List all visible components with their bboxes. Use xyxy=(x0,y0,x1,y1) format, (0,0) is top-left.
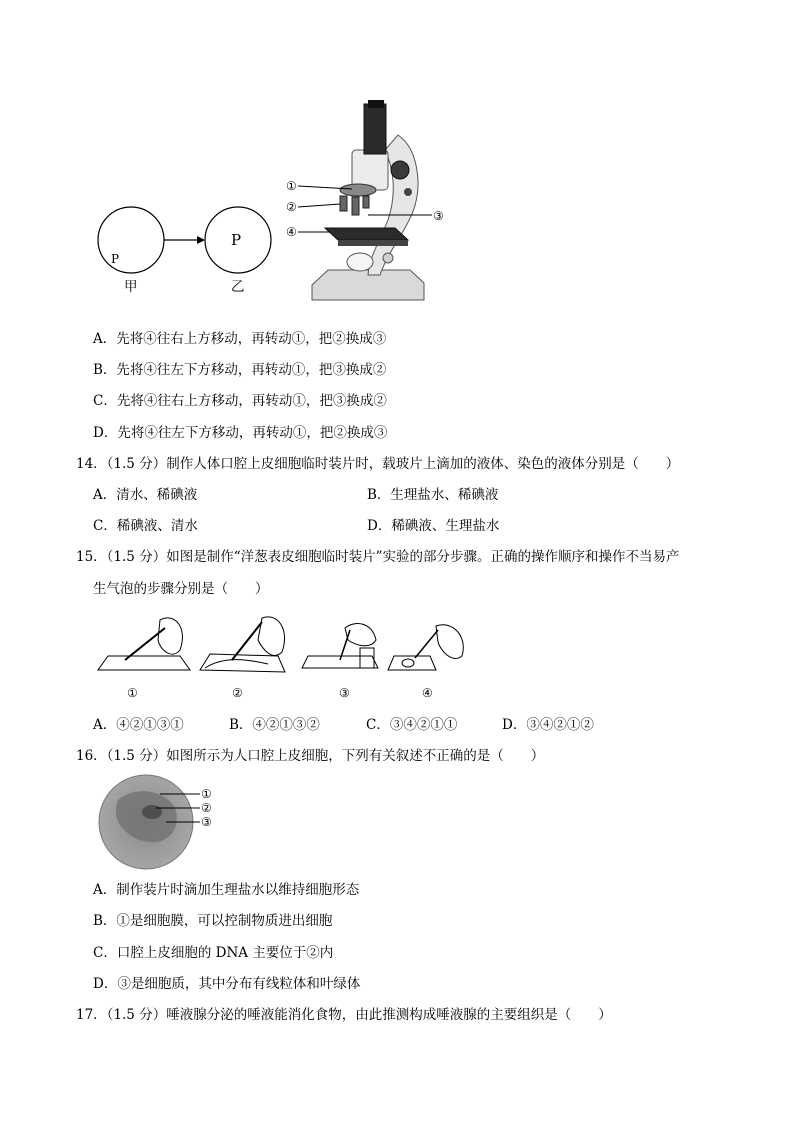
q15-stem-line1: 15．（1.5 分）如图是制作“洋葱表皮细胞临时装片”实验的部分步骤。正确的操作顺序和操作不当易产 xyxy=(76,549,680,565)
microscope-label-3: ③ xyxy=(433,209,444,223)
q13-option-b: B．先将④往左下方移动，再转动①，把③换成② xyxy=(93,362,387,378)
q16-option-a: A．制作装片时滴加生理盐水以维持细胞形态 xyxy=(93,882,360,898)
cell-label-2: ② xyxy=(201,801,212,815)
q16-option-c: C．口腔上皮细胞的 DNA 主要位于②内 xyxy=(93,945,334,961)
q13-option-c: C．先将④往右上方移动，再转动①，把③换成② xyxy=(93,393,387,409)
microscope-label-4: ④ xyxy=(286,225,297,239)
microscope-label-1: ① xyxy=(286,179,297,193)
q15-step-label-4: ④ xyxy=(422,686,433,700)
q15-option-c: C．③④②①① xyxy=(366,717,458,733)
q16-option-d: D．③是细胞质，其中分布有线粒体和叶绿体 xyxy=(93,976,361,992)
q15-option-d: D．③④②①② xyxy=(502,717,594,733)
circle-left-letter: P xyxy=(111,252,120,266)
q15-option-a: A．④②①③① xyxy=(93,717,184,733)
caption-right: 乙 xyxy=(231,279,245,295)
q14-option-c: C．稀碘液、清水 xyxy=(93,518,198,534)
q14-option-d: D．稀碘液、生理盐水 xyxy=(367,518,500,534)
q14-option-a: A．清水、稀碘液 xyxy=(93,487,198,503)
q15-option-b: B．④②①③② xyxy=(229,717,320,733)
caption-left: 甲 xyxy=(124,279,138,295)
microscope-label-2: ② xyxy=(286,200,297,214)
q15-stem-line2: 生气泡的步骤分别是（ ） xyxy=(93,581,269,597)
q17-stem: 17．（1.5 分）唾液腺分泌的唾液能消化食物，由此推测构成唾液腺的主要组织是（ ） xyxy=(76,1007,612,1023)
q16-stem: 16．（1.5 分）如图所示为人口腔上皮细胞，下列有关叙述不正确的是（ ） xyxy=(76,748,545,764)
q15-step-label-2: ② xyxy=(232,686,243,700)
q13-option-a: A．先将④往右上方移动，再转动①，把②换成③ xyxy=(93,331,387,347)
cell-label-3: ③ xyxy=(201,815,212,829)
q15-step-label-3: ③ xyxy=(339,686,350,700)
q16-option-b: B．①是细胞膜，可以控制物质进出细胞 xyxy=(93,913,333,929)
q14-option-b: B．生理盐水、稀碘液 xyxy=(367,487,499,503)
cell-label-1: ① xyxy=(201,787,212,801)
q14-stem: 14．（1.5 分）制作人体口腔上皮细胞临时装片时，载玻片上滴加的液体、染色的液体分别是（ ） xyxy=(76,456,680,472)
q13-option-d: D．先将④往左下方移动，再转动①，把②换成③ xyxy=(93,425,388,441)
q15-step-label-1: ① xyxy=(127,686,138,700)
circle-right-letter: P xyxy=(231,231,242,249)
